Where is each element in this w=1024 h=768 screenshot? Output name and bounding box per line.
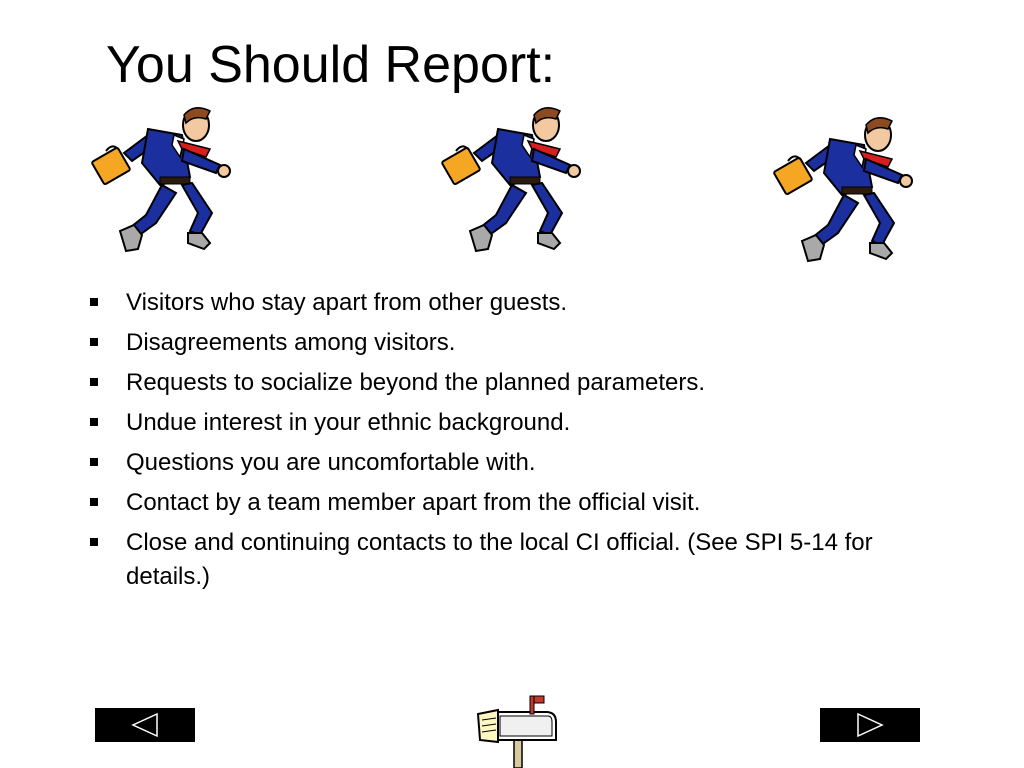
running-businessman-icon [440,105,590,255]
mailbox-icon [470,692,562,768]
bullet-item [90,326,930,360]
bullet-item [90,526,930,594]
previous-slide-button[interactable] [95,708,195,742]
square-bullet-icon [90,298,98,306]
running-businessman-icon [90,105,240,255]
square-bullet-icon [90,418,98,426]
triangle-right-outline-icon [820,708,920,742]
bullet-item [90,446,930,480]
mailbox-button[interactable] [470,692,562,768]
bullet-item [90,286,930,320]
bullet-text: Disagreements among visitors. [126,329,456,356]
bullet-text: Visitors who stay apart from other guests. [126,289,568,316]
bullet-text: Requests to socialize beyond the planned parameters. [126,369,706,396]
triangle-left-outline-icon [95,708,195,742]
square-bullet-icon [90,458,98,466]
bullet-item [90,366,930,400]
bullet-item [90,486,930,520]
bullet-text: Questions you are uncomfortable with. [126,449,536,476]
square-bullet-icon [90,538,98,546]
bullet-text: Contact by a team member apart from the official visit. [126,489,701,516]
square-bullet-icon [90,498,98,506]
square-bullet-icon [90,378,98,386]
bullet-item [90,406,930,440]
bullet-text: Close and continuing contacts to the local CI official. (See SPI 5-14 for details.) [126,529,873,590]
square-bullet-icon [90,338,98,346]
slide-title: You Should Report: [106,36,556,94]
running-businessman-icon [772,115,922,265]
bullet-list [90,286,930,600]
bullet-text: Undue interest in your ethnic background. [126,409,571,436]
next-slide-button[interactable] [820,708,920,742]
